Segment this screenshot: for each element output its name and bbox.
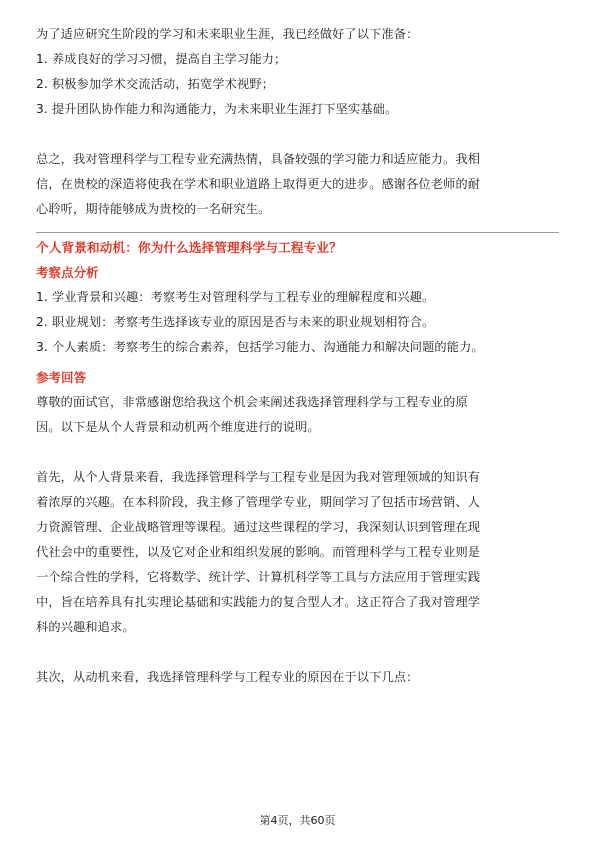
paragraph-gap (36, 122, 559, 147)
page-number: 第4页，共60页 (259, 814, 336, 827)
preparation-item: 2. 积极参加学术交流活动，拓宽学术视野； (36, 77, 275, 91)
first-paragraph-line: 代社会中的重要性，以及它对企业和组织发展的影响。而管理科学与工程专业则是 (36, 545, 481, 559)
paragraph-gap (36, 440, 559, 465)
analysis-heading: 考察点分析 (36, 265, 99, 280)
analysis-item: 1. 学业背景和兴趣：考察考生对管理科学与工程专业的理解程度和兴趣。 (36, 290, 435, 304)
answer-intro-line: 因。以下是从个人背景和动机两个维度进行的说明。 (36, 420, 320, 434)
conclusion-line: 心聆听，期待能够成为贵校的一名研究生。 (36, 202, 271, 216)
analysis-item: 3. 个人素质：考察考生的综合素养，包括学习能力、沟通能力和解决问题的能力。 (36, 340, 484, 354)
first-paragraph-line: 中，旨在培养具有扎实理论基础和实践能力的复合型人才。这正符合了我对管理学 (36, 595, 481, 609)
first-paragraph-line: 一个综合性的学科，它将数学、统计学、计算机科学等工具与方法应用于管理实践 (36, 570, 481, 584)
preparation-lead: 为了适应研究生阶段的学习和未来职业生涯，我已经做好了以下准备： (36, 27, 419, 41)
paragraph-gap (36, 640, 559, 665)
conclusion-line: 信，在贵校的深造将使我在学术和职业道路上取得更大的进步。感谢各位老师的耐 (36, 177, 481, 191)
first-paragraph-line: 着浓厚的兴趣。在本科阶段，我主修了管理学专业，期间学习了包括市场营销、人 (36, 495, 481, 509)
first-paragraph-line: 力资源管理、企业战略管理等课程。通过这些课程的学习，我深刻认识到管理在现 (36, 520, 481, 534)
conclusion-line: 总之，我对管理科学与工程专业充满热情，具备较强的学习能力和适应能力。我相 (36, 152, 481, 166)
preparation-item: 3. 提升团队协作能力和沟通能力，为未来职业生涯打下坚实基础。 (36, 102, 398, 116)
first-paragraph-line: 科的兴趣和追求。 (36, 620, 135, 634)
second-paragraph-lead: 其次，从动机来看，我选择管理科学与工程专业的原因在于以下几点： (36, 670, 419, 684)
analysis-item: 2. 职业规划：考察考生选择该专业的原因是否与未来的职业规划相符合。 (36, 315, 435, 329)
question-title: 个人背景和动机：你为什么选择管理科学与工程专业？ (36, 240, 342, 255)
preparation-item: 1. 养成良好的学习习惯，提高自主学习能力； (36, 52, 287, 66)
answer-intro-line: 尊敬的面试官，非常感谢您给我这个机会来阐述我选择管理科学与工程专业的原 (36, 395, 468, 409)
page-content (36, 22, 559, 690)
first-paragraph-line: 首先，从个人背景来看，我选择管理科学与工程专业是因为我对管理领域的知识有 (36, 470, 481, 484)
section-divider (36, 232, 559, 233)
answer-heading: 参考回答 (36, 370, 87, 385)
